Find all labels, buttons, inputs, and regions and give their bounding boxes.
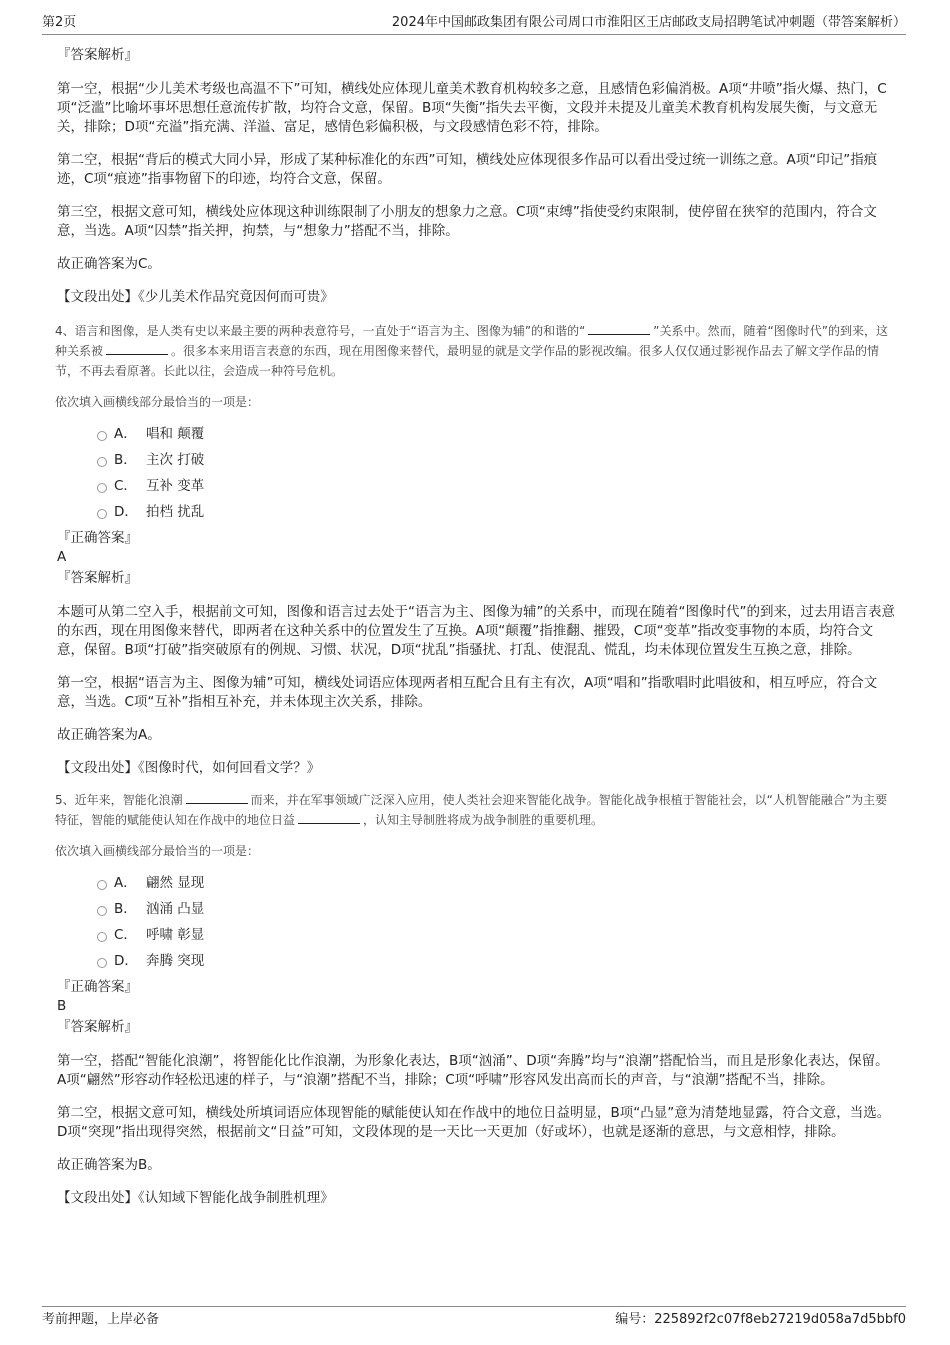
analysis-paragraph: 第一空，根据“语言为主、图像为辅”可知，横线处词语应体现两者相互配合且有主有次，A项“唱和”指歌唱时此唱彼和，相互呼应，符合文意，当选。C项“互补”指相互补充，并未体现主次关系，排除。 bbox=[57, 675, 878, 710]
question-text-segment: ”关系中。然而，随着“图像时代”的到来，这种关系被 bbox=[55, 324, 888, 358]
option-text: 主次 打破 bbox=[146, 452, 205, 468]
options-list bbox=[57, 423, 895, 527]
page-footer bbox=[42, 1306, 906, 1331]
serial-label: 编号： bbox=[615, 1312, 655, 1327]
correct-answer: A bbox=[57, 549, 67, 565]
footer-slogan: 考前押题，上岸必备 bbox=[42, 1312, 160, 1327]
option-a[interactable] bbox=[57, 423, 895, 449]
analysis-paragraph: 第二空，根据文意可知，横线处所填词语应体现智能的赋能使认知在作战中的地位日益明显，B项“凸显”意为清楚地显露，符合文意，当选。D项“突现”指出现得突然，根据前文“日益”可知，文段体现的是一天比一天更加（好或坏），也就是逐渐的意思，与文意相悖，排除。 bbox=[57, 1105, 891, 1140]
option-text: 唱和 颠覆 bbox=[146, 426, 205, 442]
radio-icon[interactable] bbox=[97, 431, 107, 441]
source-citation: 【文段出处】《图像时代，如何回看文学？》 bbox=[57, 760, 321, 776]
document-serial bbox=[615, 1307, 906, 1333]
option-letter: C． bbox=[114, 478, 137, 494]
option-d[interactable] bbox=[57, 501, 895, 527]
option-text: 翩然 显现 bbox=[146, 875, 205, 891]
source-citation: 【文段出处】《认知域下智能化战争制胜机理》 bbox=[57, 1190, 334, 1206]
conclusion: 故正确答案为A。 bbox=[57, 727, 161, 743]
question-instruction: 依次填入画横线部分最恰当的一项是： bbox=[55, 395, 260, 409]
serial-value: 225892f2c07f8eb27219d058a7d5bbf0 bbox=[654, 1312, 906, 1327]
question-text-segment: 而来，并在军事领域广泛深入应用，使人类社会迎来智能化战争。智能化战争根植于智能社会，以“人机智能融合”为主要特征，智能的赋能使认知在作战中的地位日益 bbox=[55, 793, 888, 827]
page-header bbox=[42, 14, 906, 35]
option-d[interactable] bbox=[57, 950, 895, 976]
option-b[interactable] bbox=[57, 449, 895, 475]
option-letter: B． bbox=[114, 452, 137, 468]
option-text: 互补 变革 bbox=[146, 478, 205, 494]
analysis-paragraph: 第二空，根据“背后的模式大同小异，形成了某种标准化的东西”可知，横线处应体现很多作品可以看出受过统一训练之意。A项“印记”指痕迹，C项“痕迹”指事物留下的印迹，均符合文意，保留。 bbox=[57, 152, 878, 187]
radio-icon[interactable] bbox=[97, 906, 107, 916]
option-text: 呼啸 彰显 bbox=[146, 927, 205, 943]
conclusion: 故正确答案为C。 bbox=[57, 256, 161, 272]
document-title: 2024年中国邮政集团有限公司周口市淮阳区王店邮政支局招聘笔试冲刺题（带答案解析） bbox=[391, 15, 906, 30]
question-text-segment: 。很多本来用语言表意的东西，现在用图像来替代，最明显的就是文学作品的影视改编。很多人仅仅通过影视作品去了解文学作品的情节，不再去看原著。长此以往，会造成一种符号危机。 bbox=[55, 344, 880, 378]
option-text: 汹涌 凸显 bbox=[146, 901, 205, 917]
source-citation: 【文段出处】《少儿美术作品究竟因何而可贵》 bbox=[57, 289, 334, 305]
question-instruction: 依次填入画横线部分最恰当的一项是： bbox=[55, 844, 260, 858]
fill-blank bbox=[186, 792, 248, 804]
question-5-text bbox=[55, 790, 893, 830]
correct-answer-label: 『正确答案』 bbox=[57, 979, 138, 995]
main-content bbox=[57, 46, 895, 1208]
option-text: 奔腾 突现 bbox=[146, 953, 205, 969]
radio-icon[interactable] bbox=[97, 509, 107, 519]
analysis-paragraph: 第一空，根据“少儿美术考级也高温不下”可知，横线处应体现儿童美术教育机构较多之意，且感情色彩偏消极。A项“井喷”指火爆、热门，C项“泛滥”比喻坏事坏思想任意流传扩散，均符合文意，保留。B项“失衡”指失去平衡，文段并未提及儿童美术教育机构发展失衡，与文意无关，排除；D项“充溢”指充满、洋溢、富足，感情色彩偏积极，与文段感情色彩不符，排除。 bbox=[57, 81, 887, 135]
conclusion: 故正确答案为B。 bbox=[57, 1157, 161, 1173]
option-letter: D． bbox=[114, 953, 138, 969]
question-text-segment: 4、语言和图像，是人类有史以来最主要的两种表意符号，一直处于“语言为主、图像为辅”的和谐的“ bbox=[55, 324, 586, 338]
analysis-paragraph: 第三空，根据文意可知，横线处应体现这种训练限制了小朋友的想象力之意。C项“束缚”指使受约束限制，使停留在狭窄的范围内，符合文意，当选。A项“囚禁”指关押，拘禁，与“想象力”搭配不当，排除。 bbox=[57, 204, 877, 239]
option-c[interactable] bbox=[57, 475, 895, 501]
analysis-label: 『答案解析』 bbox=[57, 1019, 138, 1035]
correct-answer-label: 『正确答案』 bbox=[57, 530, 138, 546]
option-c[interactable] bbox=[57, 924, 895, 950]
fill-blank bbox=[106, 343, 168, 355]
fill-blank bbox=[588, 323, 650, 335]
option-letter: A． bbox=[114, 426, 137, 442]
options-list bbox=[57, 872, 895, 976]
radio-icon[interactable] bbox=[97, 932, 107, 942]
option-text: 拍档 扰乱 bbox=[146, 504, 205, 520]
option-letter: C． bbox=[114, 927, 137, 943]
fill-blank bbox=[298, 812, 360, 824]
correct-answer: B bbox=[57, 998, 67, 1014]
radio-icon[interactable] bbox=[97, 483, 107, 493]
analysis-label: 『答案解析』 bbox=[57, 47, 138, 63]
analysis-paragraph: 第一空，搭配“智能化浪潮”，将智能化比作浪潮，为形象化表达，B项“汹涌”、D项“奔腾”均与“浪潮”搭配恰当，而且是形象化表达，保留。A项“翩然”形容动作轻松迅速的样子，与“浪潮”搭配不当，排除；C项“呼啸”形容风发出高而长的声音，与“浪潮”搭配不当，排除。 bbox=[57, 1053, 889, 1088]
option-a[interactable] bbox=[57, 872, 895, 898]
option-letter: A． bbox=[114, 875, 137, 891]
option-letter: D． bbox=[114, 504, 138, 520]
analysis-paragraph: 本题可从第二空入手，根据前文可知，图像和语言过去处于“语言为主、图像为辅”的关系中，而现在随着“图像时代”的到来，过去用语言表意的东西，现在用图像来替代，即两者在这种关系中的位置发生了互换。A项“颠覆”指推翻、摧毁，C项“变革”指改变事物的本质，均符合文意，保留。B项“打破”指突破原有的例规、习惯、状况，D项“扰乱”指骚扰、打乱、使混乱、慌乱，均未体现位置发生互换之意，排除。 bbox=[57, 604, 895, 658]
question-4-text bbox=[55, 321, 893, 381]
question-text-segment: 5、近年来，智能化浪潮 bbox=[55, 793, 183, 807]
option-b[interactable] bbox=[57, 898, 895, 924]
question-text-segment: ，认知主导制胜将成为战争制胜的重要机理。 bbox=[363, 813, 604, 827]
radio-icon[interactable] bbox=[97, 958, 107, 968]
radio-icon[interactable] bbox=[97, 457, 107, 467]
option-letter: B． bbox=[114, 901, 137, 917]
page-number: 第2页 bbox=[42, 15, 77, 30]
analysis-label: 『答案解析』 bbox=[57, 570, 138, 586]
radio-icon[interactable] bbox=[97, 880, 107, 890]
